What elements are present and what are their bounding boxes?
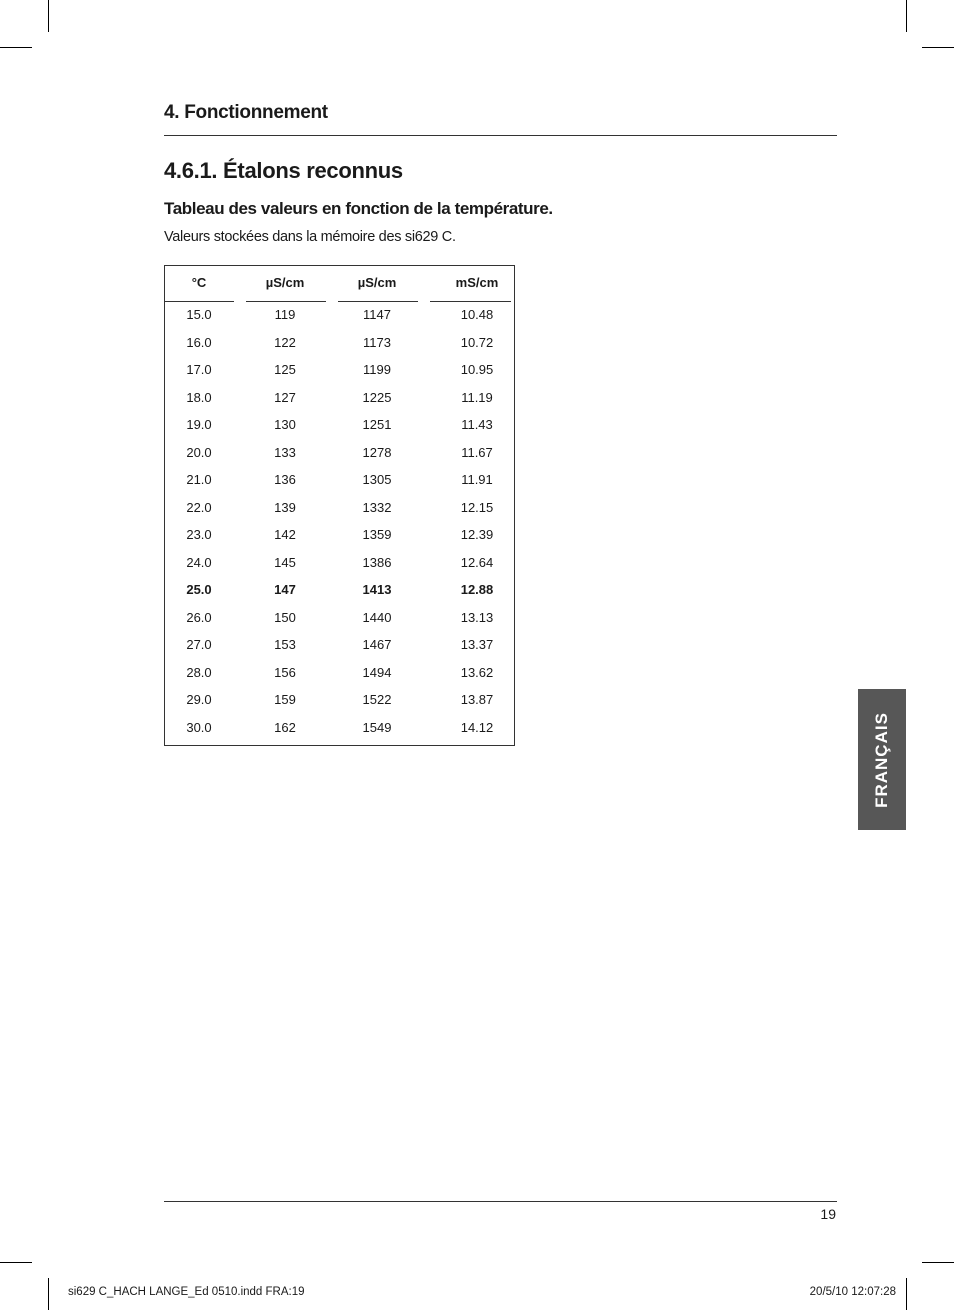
table-cell: 13.13 (460, 609, 494, 625)
table-cell: 1173 (363, 334, 391, 350)
table-cell: 12.15 (460, 499, 494, 515)
table-cell: 10.95 (460, 362, 494, 377)
section-title: 4. Fonctionnement (164, 102, 328, 123)
table-cell: 11.43 (461, 417, 493, 432)
table-cell: 1549 (362, 719, 392, 735)
table-cell: 119 (274, 307, 296, 322)
table-cell: 125 (274, 362, 296, 377)
table-cell: 145 (274, 554, 296, 570)
crop-mark (922, 47, 954, 48)
table-cell: 1251 (362, 417, 392, 432)
crop-mark (906, 1278, 907, 1310)
print-slug-date: 20/5/10 12:07:28 (809, 1286, 896, 1298)
table-cell: 1522 (362, 692, 392, 707)
table-cell: 122 (274, 334, 296, 350)
table-cell: 11.67 (461, 444, 493, 460)
table-cell: 1386 (362, 554, 392, 570)
table-cell: 24.0 (186, 554, 212, 570)
crop-mark (906, 0, 907, 32)
table-cell: 136 (274, 472, 296, 487)
table-cell: 13.87 (460, 692, 494, 707)
column-header-ms-cm: mS/cm (455, 275, 499, 290)
table-cell: 27.0 (186, 637, 212, 652)
table-cell: 11.91 (461, 472, 493, 487)
table-cell: 1494 (362, 664, 392, 680)
table-cell: 20.0 (186, 444, 212, 460)
table-cell: 12.39 (460, 527, 494, 542)
table-row (165, 521, 514, 549)
table-cell: 13.62 (460, 664, 494, 680)
language-tab-label: FRANÇAIS (872, 711, 891, 808)
table-cell: 21.0 (186, 472, 212, 487)
table-cell: 11.19 (461, 389, 493, 405)
table-cell: 159 (274, 692, 296, 707)
table-row (165, 686, 514, 714)
subsection-title: 4.6.1. Étalons reconnus (164, 158, 403, 183)
table-row (165, 604, 514, 632)
table-cell: 25.0 (186, 582, 212, 597)
table-cell: 1199 (363, 362, 391, 377)
table-cell: 23.0 (186, 527, 212, 542)
table-cell: 10.48 (460, 307, 494, 322)
table-row (165, 411, 514, 439)
standards-table (164, 265, 515, 746)
table-cell: 1305 (362, 472, 392, 487)
table-row (165, 714, 514, 742)
table-cell: 26.0 (186, 609, 212, 625)
table-cell: 17.0 (186, 362, 212, 377)
table-body (165, 301, 514, 741)
table-cell: 1467 (362, 637, 392, 652)
table-row (165, 356, 514, 384)
crop-mark (0, 47, 32, 48)
table-cell: 1413 (362, 582, 392, 597)
table-row (165, 329, 514, 357)
table-row (165, 659, 514, 687)
crop-mark (48, 0, 49, 32)
table-cell: 153 (274, 637, 296, 652)
table-cell: 1147 (363, 307, 391, 322)
table-cell: 29.0 (186, 692, 212, 707)
table-cell: 18.0 (186, 389, 212, 405)
crop-mark (922, 1262, 954, 1263)
table-cell: 139 (274, 499, 296, 515)
page-number: 19 (820, 1206, 836, 1222)
table-cell: 22.0 (186, 499, 212, 515)
table-cell: 28.0 (186, 664, 212, 680)
table-cell: 142 (274, 527, 296, 542)
table-cell: 1440 (362, 609, 392, 625)
table-row (165, 439, 514, 467)
table-cell: 133 (274, 444, 296, 460)
table-row (165, 631, 514, 659)
table-row (165, 466, 514, 494)
table-cell: 12.88 (460, 582, 494, 597)
table-cell: 156 (274, 664, 296, 680)
print-slug-file: si629 C_HACH LANGE_Ed 0510.indd FRA:19 (68, 1286, 305, 1298)
table-row (165, 301, 514, 329)
table-cell: 130 (274, 417, 296, 432)
table-cell: 1278 (362, 444, 392, 460)
table-cell: 12.64 (460, 554, 494, 570)
table-row (165, 576, 514, 604)
table-row (165, 384, 514, 412)
table-cell: 1359 (362, 527, 392, 542)
table-note: Valeurs stockées dans la mémoire des si629 C. (164, 229, 456, 245)
table-row (165, 494, 514, 522)
table-cell: 147 (274, 582, 296, 597)
table-cell: 15.0 (186, 307, 212, 322)
table-cell: 10.72 (460, 334, 494, 350)
crop-mark (0, 1262, 32, 1263)
language-tab (858, 689, 906, 830)
table-cell: 1225 (362, 389, 392, 405)
crop-mark (48, 1278, 49, 1310)
header-rule (164, 135, 837, 136)
table-cell: 13.37 (460, 637, 494, 652)
column-header-us-cm-2: µS/cm (357, 275, 397, 290)
table-cell: 14.12 (460, 719, 494, 735)
table-cell: 162 (274, 719, 296, 735)
table-row (165, 549, 514, 577)
table-cell: 19.0 (186, 417, 212, 432)
table-heading: Tableau des valeurs en fonction de la température. (164, 199, 553, 218)
table-cell: 30.0 (186, 719, 212, 735)
table-cell: 16.0 (186, 334, 212, 350)
table-cell: 127 (274, 389, 296, 405)
footer-rule (164, 1201, 837, 1202)
table-cell: 150 (274, 609, 296, 625)
column-header-us-cm: µS/cm (265, 275, 305, 290)
table-cell: 1332 (362, 499, 392, 515)
column-header-celsius: °C (191, 275, 207, 290)
